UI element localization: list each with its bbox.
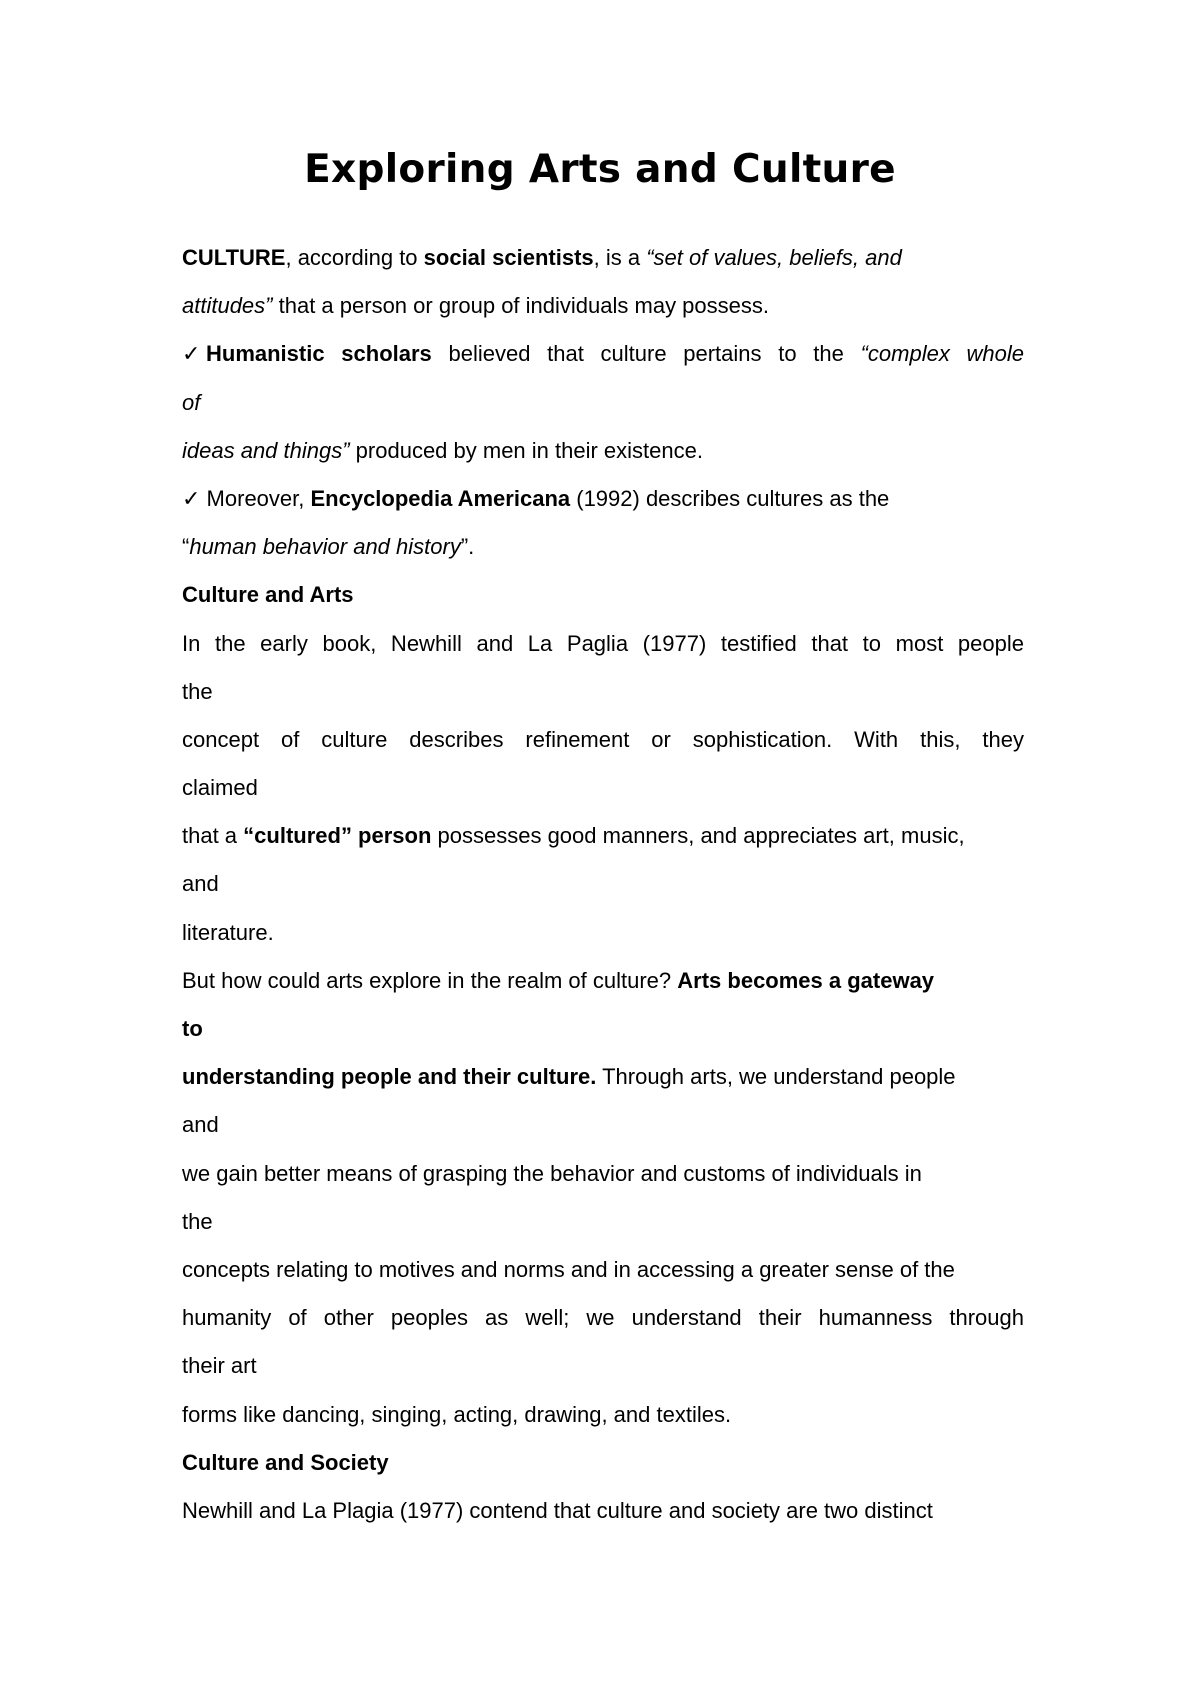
quote-run: human behavior and history bbox=[189, 534, 461, 560]
text-run: But how could arts explore in the realm of culture? bbox=[182, 967, 678, 993]
paragraph-line: to bbox=[182, 1016, 203, 1041]
text-run: believed that culture pertains to the bbox=[431, 341, 861, 367]
paragraph-line: claimed bbox=[182, 775, 258, 801]
paragraph-line: humanity of other peoples as well; we understand their humanness through bbox=[182, 1305, 1024, 1331]
paragraph-line: and bbox=[182, 1112, 219, 1138]
document-title: Exploring Arts and Culture bbox=[304, 147, 896, 192]
paragraph-line bbox=[182, 957, 1024, 1005]
emphasis-run: Arts becomes a gateway bbox=[677, 967, 935, 993]
paragraph-line bbox=[182, 523, 1024, 571]
quote-run: ideas and things” bbox=[182, 437, 350, 463]
check-icon: ✓ bbox=[182, 341, 201, 367]
text-run: that a person or group of individuals may possess. bbox=[272, 293, 769, 319]
paragraph-line bbox=[182, 427, 1024, 475]
emphasis-run: understanding people and their culture. bbox=[182, 1064, 597, 1090]
bullet-line bbox=[182, 330, 1024, 378]
check-icon: ✓ bbox=[182, 485, 201, 511]
term-encyclopedia-americana: Encyclopedia Americana bbox=[310, 485, 571, 511]
text-run: , is a bbox=[593, 245, 647, 270]
paragraph-line: literature. bbox=[182, 919, 274, 945]
paragraph-line: their art bbox=[182, 1353, 257, 1379]
term-culture: CULTURE bbox=[182, 245, 286, 270]
text-run: produced by men in their existence. bbox=[349, 437, 703, 463]
paragraph-line: the bbox=[182, 678, 213, 704]
quote-run: attitudes” bbox=[182, 293, 273, 319]
paragraph-line bbox=[182, 234, 1024, 282]
paragraph-line: concepts relating to motives and norms and in accessing a greater sense of the bbox=[182, 1256, 955, 1282]
paragraph-line bbox=[182, 282, 1024, 330]
paragraph-line: the bbox=[182, 1208, 213, 1234]
paragraph-line: Newhill and La Plagia (1977) contend that culture and society are two distinct bbox=[182, 1497, 933, 1523]
text-run: that a bbox=[182, 823, 244, 849]
paragraph-line: concept of culture describes refinement or sophistication. With this, they bbox=[182, 726, 1024, 752]
term-social-scientists: social scientists bbox=[423, 245, 594, 270]
text-run: , according to bbox=[285, 245, 424, 270]
text-run: ”. bbox=[460, 534, 475, 560]
paragraph-line: In the early book, Newhill and La Paglia (1977) testified that to most people bbox=[182, 630, 1024, 656]
text-run: possesses good manners, and appreciates art, music, bbox=[431, 823, 965, 849]
term-humanistic-scholars: Humanistic scholars bbox=[206, 341, 432, 367]
quote-run: “complex whole bbox=[860, 341, 1024, 367]
paragraph-line bbox=[182, 812, 1024, 860]
document-body bbox=[182, 234, 1024, 1535]
text-run: (1992) describes cultures as the bbox=[570, 485, 890, 511]
paragraph-line bbox=[182, 1053, 1024, 1101]
paragraph-line: and bbox=[182, 871, 219, 897]
paragraph-line: we gain better means of grasping the behavior and customs of individuals in bbox=[182, 1160, 922, 1186]
section-heading: Culture and Arts bbox=[182, 582, 354, 608]
text-run: Moreover, bbox=[200, 485, 311, 511]
term-cultured-person: “cultured” person bbox=[243, 823, 432, 849]
bullet-line bbox=[182, 475, 1024, 523]
quote-run: “set of values, beliefs, and bbox=[646, 245, 902, 270]
text-run: Through arts, we understand people bbox=[596, 1064, 956, 1090]
paragraph-line: forms like dancing, singing, acting, drawing, and textiles. bbox=[182, 1401, 732, 1427]
text-run: “ bbox=[182, 534, 190, 560]
paragraph-line: of bbox=[182, 389, 201, 415]
section-heading: Culture and Society bbox=[182, 1449, 389, 1475]
